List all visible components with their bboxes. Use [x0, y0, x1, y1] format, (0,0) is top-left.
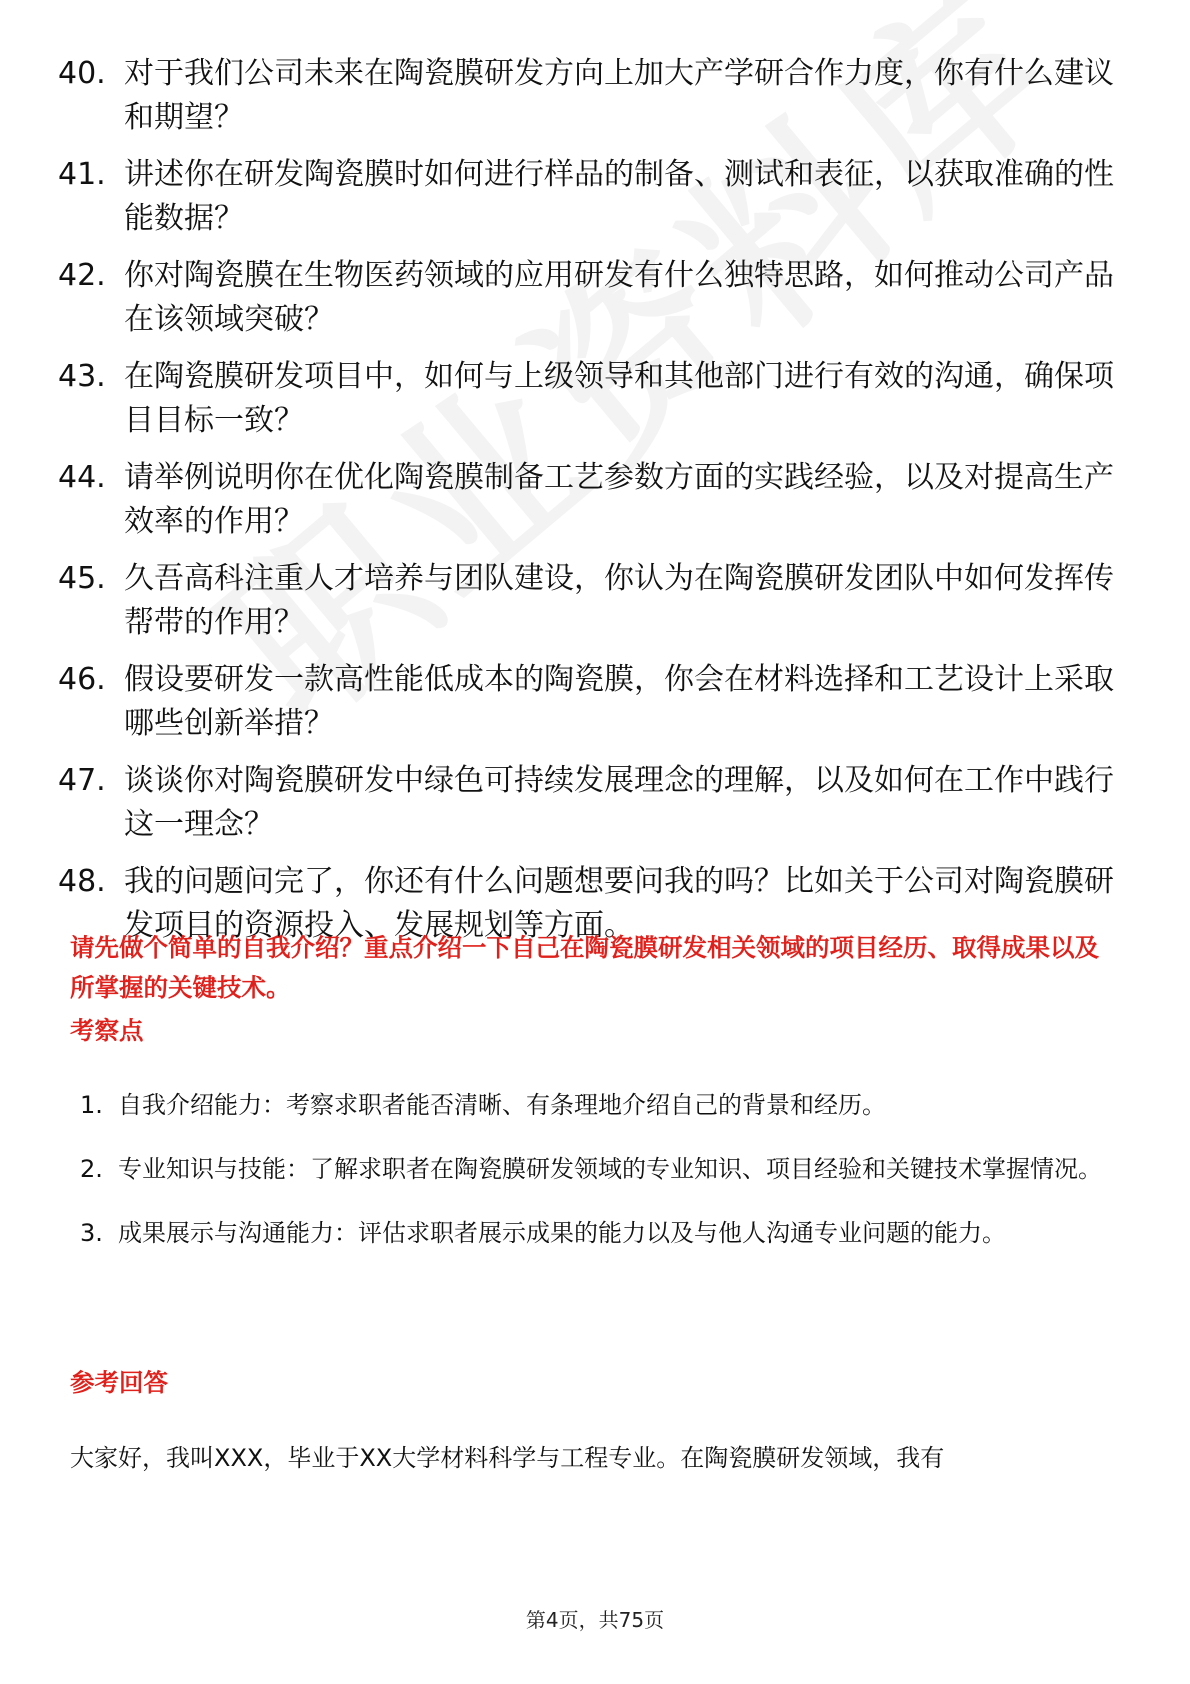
reference-section-title: 参考回答: [70, 1368, 168, 1397]
question-text: 请举例说明你在优化陶瓷膜制备工艺参数方面的实践经验，以及对提高生产效率的作用？: [124, 460, 1114, 539]
question-number: 44.: [58, 460, 106, 495]
question-number: 40.: [58, 56, 106, 91]
question-number: 43.: [58, 359, 106, 394]
point-number: 1.: [80, 1091, 103, 1119]
question-item: [58, 456, 1118, 544]
question-text: 久吾高科注重人才培养与团队建设，你认为在陶瓷膜研发团队中如何发挥传帮带的作用？: [124, 561, 1114, 640]
question-item: [58, 153, 1118, 241]
question-item: [58, 658, 1118, 746]
question-number: 47.: [58, 763, 106, 798]
question-item: [58, 52, 1118, 140]
question-number: 41.: [58, 157, 106, 192]
question-text: 假设要研发一款高性能低成本的陶瓷膜，你会在材料选择和工艺设计上采取哪些创新举措？: [124, 662, 1114, 741]
question-item: [58, 355, 1118, 443]
examine-points-list: [80, 1082, 1120, 1274]
point-text: 专业知识与技能：了解求职者在陶瓷膜研发领域的专业知识、项目经验和关键技术掌握情况。: [118, 1155, 1102, 1183]
question-text: 讲述你在研发陶瓷膜时如何进行样品的制备、测试和表征，以获取准确的性能数据？: [124, 157, 1114, 236]
examine-point: [80, 1210, 1120, 1262]
question-text: 对于我们公司未来在陶瓷膜研发方向上加大产学研合作力度，你有什么建议和期望？: [124, 56, 1114, 135]
question-number: 42.: [58, 258, 106, 293]
question-text: 你对陶瓷膜在生物医药领域的应用研发有什么独特思路，如何推动公司产品在该领域突破？: [124, 258, 1114, 337]
point-text: 成果展示与沟通能力：评估求职者展示成果的能力以及与他人沟通专业问题的能力。: [118, 1219, 1006, 1247]
question-text: 在陶瓷膜研发项目中，如何与上级领导和其他部门进行有效的沟通，确保项目目标一致？: [124, 359, 1114, 438]
question-number: 45.: [58, 561, 106, 596]
question-text: 我的问题问完了，你还有什么问题想要问我的吗？比如关于公司对陶瓷膜研发项目的资源投入、发展规划等方面。: [124, 864, 1114, 943]
highlight-question: 请先做个简单的自我介绍？重点介绍一下自己在陶瓷膜研发相关领域的项目经历、取得成果以及所掌握的关键技术。: [70, 933, 1099, 1002]
point-number: 3.: [80, 1219, 103, 1247]
point-number: 2.: [80, 1155, 103, 1183]
question-number: 46.: [58, 662, 106, 697]
examine-point: [80, 1082, 1120, 1134]
question-item: [58, 557, 1118, 645]
question-text: 谈谈你对陶瓷膜研发中绿色可持续发展理念的理解，以及如何在工作中践行这一理念？: [124, 763, 1114, 842]
question-list: [58, 52, 1118, 961]
point-text: 自我介绍能力：考察求职者能否清晰、有条理地介绍自己的背景和经历。: [118, 1091, 886, 1119]
question-item: [58, 254, 1118, 342]
reference-answer-text: 大家好，我叫XXX，毕业于XX大学材料科学与工程专业。在陶瓷膜研发领域，我有: [70, 1444, 945, 1472]
page-footer: 第4页，共75页: [525, 1608, 665, 1632]
question-item: [58, 759, 1118, 847]
examine-section-title: 考察点: [70, 1016, 144, 1045]
question-number: 48.: [58, 864, 106, 899]
examine-point: [80, 1146, 1120, 1198]
